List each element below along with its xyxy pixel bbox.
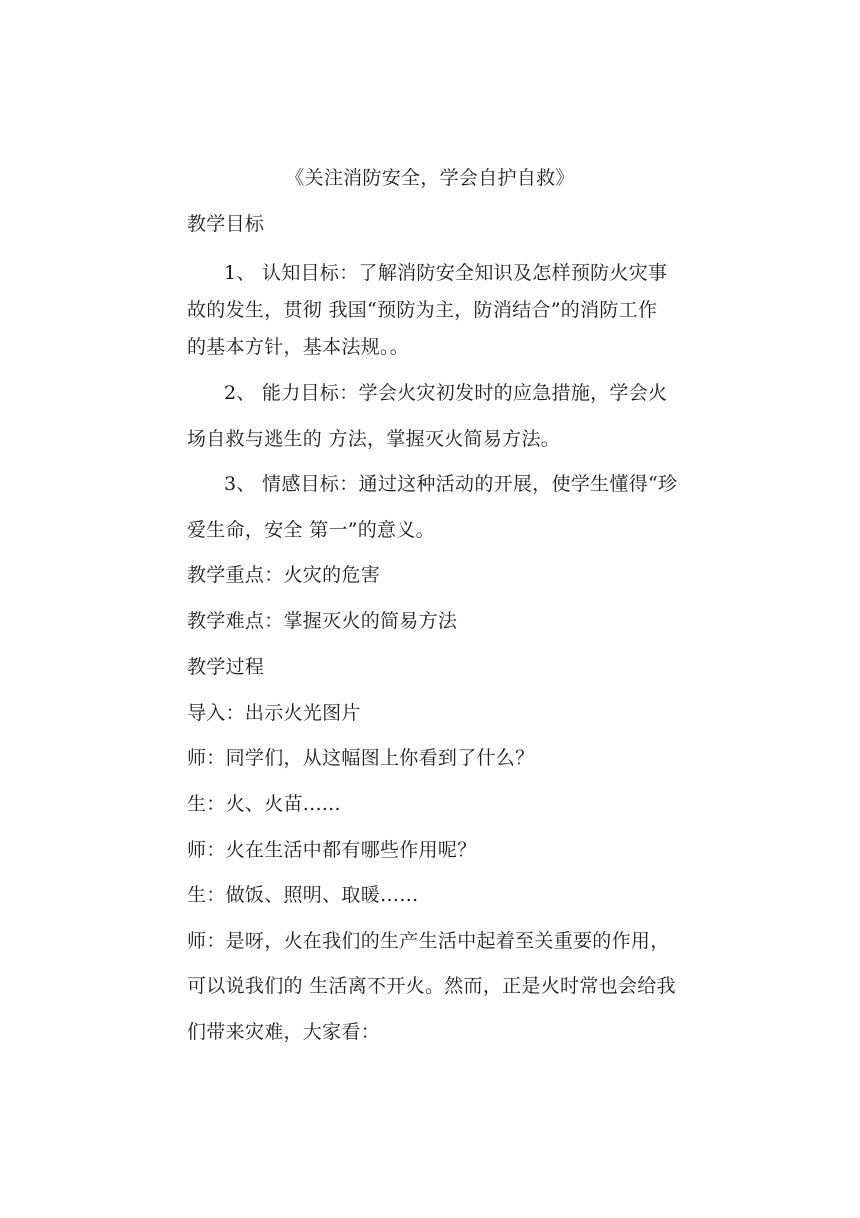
- dialogue-line: 师：同学们，从这幅图上你看到了什么？: [187, 747, 535, 769]
- section-heading-objectives: 教学目标: [187, 213, 265, 235]
- paragraph-line: 故的发生，贯彻 我国“预防为主，防消结合”的消防工作: [187, 299, 658, 321]
- paragraph-line: 场自救与逃生的 方法，掌握灭火简易方法。: [187, 428, 561, 450]
- teaching-focus: 教学重点：火灾的危害: [187, 564, 381, 586]
- dialogue-line: 可以说我们的 生活离不开火。然而，正是火时常也会给我: [187, 975, 676, 997]
- dialogue-line: 生：火、火苗......: [187, 793, 341, 815]
- paragraph-line: 的基本方针，基本法规。。: [187, 336, 410, 358]
- paragraph-line: 2、 能力目标：学会火灾初发时的应急措施，学会火: [224, 382, 668, 404]
- dialogue-line: 们带来灾难，大家看：: [187, 1021, 381, 1043]
- dialogue-line: 师：火在生活中都有哪些作用呢？: [187, 839, 477, 861]
- document-title: 《关注消防安全，学会自护自救》: [285, 167, 575, 189]
- dialogue-line: 导入：出示火光图片: [187, 702, 361, 724]
- section-heading-process: 教学过程: [187, 656, 265, 678]
- paragraph-line: 1、 认知目标：了解消防安全知识及怎样预防火灾事: [224, 262, 668, 284]
- dialogue-line: 师：是呀，火在我们的生产生活中起着至关重要的作用，: [187, 930, 670, 952]
- teaching-difficulty: 教学难点：掌握灭火的简易方法: [187, 610, 458, 632]
- paragraph-line: 爱生命，安全 第一”的意义。: [187, 519, 435, 541]
- paragraph-line: 3、 情感目标：通过这种活动的开展，使学生懂得“珍: [224, 473, 678, 495]
- dialogue-line: 生：做饭、照明、取暖……: [187, 884, 419, 906]
